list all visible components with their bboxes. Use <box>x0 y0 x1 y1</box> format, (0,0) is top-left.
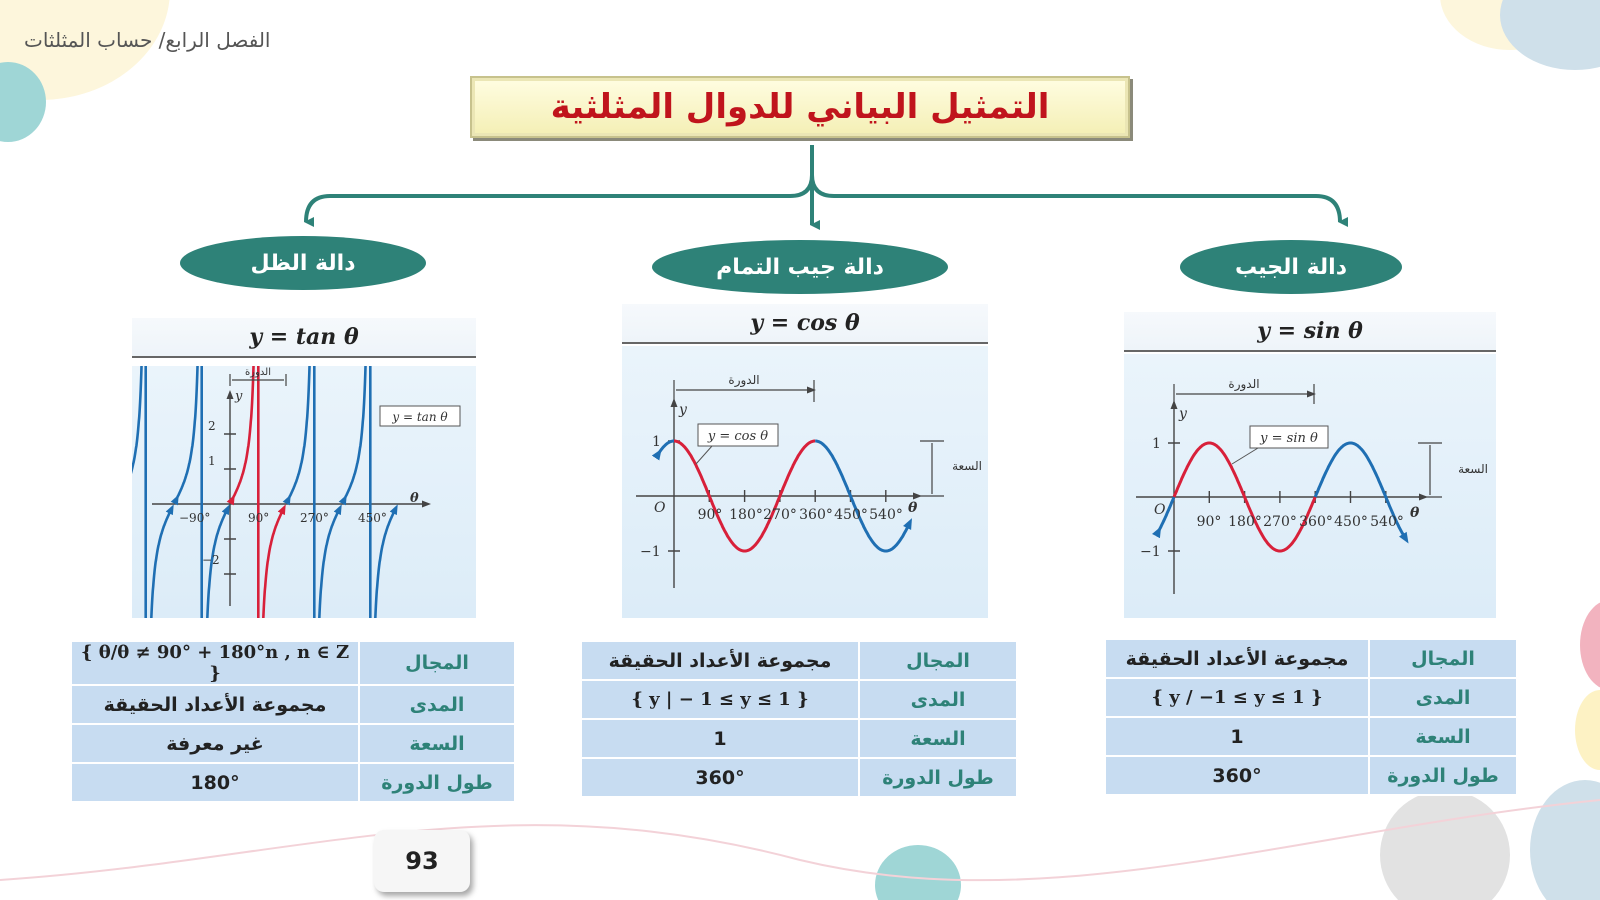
sin-range-value: { y / −1 ≤ y ≤ 1 } <box>1105 678 1369 717</box>
table-row <box>581 719 1017 758</box>
cos-x-tick-6: 540° <box>869 507 903 523</box>
tan-x-tick-1: −90° <box>179 511 211 525</box>
tan-range-label: المدى <box>359 685 515 724</box>
table-row <box>581 680 1017 719</box>
tan-legend <box>380 406 460 426</box>
tan-branch-1 <box>132 366 172 618</box>
cos-domain-label: المجال <box>859 641 1017 680</box>
cos-range-label: المدى <box>859 680 1017 719</box>
sin-domain-value: مجموعة الأعداد الحقيقة <box>1105 639 1369 678</box>
sin-legend <box>1232 426 1328 464</box>
cos-period-label: الدورة <box>728 373 760 387</box>
sin-x-tick-2: 180° <box>1228 514 1262 530</box>
graph-sin <box>1124 354 1496 618</box>
cos-amplitude-value: 1 <box>581 719 859 758</box>
sin-x-tick-1: 90° <box>1196 514 1222 530</box>
tan-domain-label: المجال <box>359 641 515 685</box>
graph-tan <box>132 366 476 618</box>
sin-x-tick-4: 360° <box>1299 514 1333 530</box>
graph-sin-svg <box>1124 354 1496 618</box>
sin-axis-y-label: y <box>1179 406 1187 422</box>
sin-origin-label: O <box>1154 502 1166 518</box>
sin-domain-label: المجال <box>1369 639 1517 678</box>
tan-x-tick-3: 270° <box>300 511 329 525</box>
tan-range-value: مجموعة الأعداد الحقيقة <box>71 685 359 724</box>
table-row <box>71 724 515 763</box>
sin-y-tick-2: −1 <box>1140 544 1161 560</box>
table-sin <box>1104 638 1518 796</box>
sin-amplitude-label-cell: السعة <box>1369 717 1517 756</box>
table-row <box>1105 678 1517 717</box>
tan-y-tick-2: 1 <box>208 454 216 468</box>
page-title: التمثيل البياني للدوال المثلثية <box>550 87 1050 127</box>
cos-period-length-label: طول الدورة <box>859 758 1017 797</box>
tan-x-tick-2: 90° <box>248 511 270 525</box>
table-row <box>1105 717 1517 756</box>
cos-x-tick-2: 180° <box>729 507 763 523</box>
tan-period-length-value: 180° <box>71 763 359 802</box>
cos-legend <box>696 424 778 464</box>
tan-branch-5 <box>345 366 396 618</box>
table-row <box>1105 639 1517 678</box>
cos-amplitude-marker <box>920 441 982 496</box>
sin-x-tick-5: 450° <box>1334 514 1368 530</box>
graph-cos-svg <box>622 346 988 618</box>
table-row <box>581 758 1017 797</box>
graph-tan-svg <box>132 366 476 618</box>
tan-y-tick-3: −2 <box>202 553 220 567</box>
tan-axis-y-label: y <box>235 389 243 404</box>
sin-x-tick-6: 540° <box>1370 514 1404 530</box>
sin-amplitude-value: 1 <box>1105 717 1369 756</box>
tan-curves <box>132 366 396 618</box>
sin-axis-x-label: θ <box>1410 505 1420 521</box>
table-row <box>581 641 1017 680</box>
sin-amplitude-label: السعة <box>1458 462 1488 476</box>
tan-branch-4 <box>289 366 340 618</box>
tan-x-tick-4: 450° <box>358 511 387 525</box>
cos-amplitude-label-cell: السعة <box>859 719 1017 758</box>
graph-cos <box>622 346 988 618</box>
sin-x-tick-3: 270° <box>1263 514 1297 530</box>
cos-x-tick-1: 90° <box>697 507 723 523</box>
table-row <box>71 685 515 724</box>
cos-y-tick-2: −1 <box>640 544 661 560</box>
page-number: 93 <box>374 830 470 892</box>
cos-x-tick-4: 360° <box>799 507 833 523</box>
formula-cos: y = cos θ <box>622 304 988 344</box>
cos-domain-value: مجموعة الأعداد الحقيقة <box>581 641 859 680</box>
cos-x-tick-3: 270° <box>763 507 797 523</box>
table-row <box>71 641 515 685</box>
tan-y-tick-1: 2 <box>208 419 216 433</box>
cos-legend-label: y = cos θ <box>707 429 769 444</box>
cos-axis-x-label: θ <box>908 500 918 516</box>
sin-range-label: المدى <box>1369 678 1517 717</box>
sin-period-length-label: طول الدورة <box>1369 756 1517 795</box>
tan-axis-x-label: θ <box>410 491 419 506</box>
sin-period-length-value: 360° <box>1105 756 1369 795</box>
sin-period-label: الدورة <box>1228 377 1260 391</box>
formula-tan: y = tan θ <box>132 318 476 358</box>
cos-origin-label: O <box>654 500 666 516</box>
tan-domain-value: { θ/θ ≠ 90° + 180°n , n ∈ Z } <box>71 641 359 685</box>
tan-amplitude-value: غير معرفة <box>71 724 359 763</box>
tan-amplitude-label: السعة <box>359 724 515 763</box>
table-tan <box>70 640 516 803</box>
tan-period-label: الدورة <box>245 367 271 378</box>
heading-sin: دالة الجيب <box>1180 240 1402 294</box>
breadcrumb: الفصل الرابع/ حساب المثلثات <box>24 28 271 52</box>
heading-tan: دالة الظل <box>180 236 426 290</box>
cos-y-tick-1: 1 <box>652 434 661 450</box>
table-row <box>71 763 515 802</box>
tan-period-length-label: طول الدورة <box>359 763 515 802</box>
heading-cos: دالة جيب التمام <box>652 240 948 294</box>
sin-y-tick-1: 1 <box>1152 436 1161 452</box>
cos-amplitude-label: السعة <box>952 459 982 473</box>
tan-legend-label: y = tan θ <box>392 410 448 424</box>
cos-period-length-value: 360° <box>581 758 859 797</box>
sin-amplitude-marker <box>1418 443 1488 497</box>
cos-axis-y-label: y <box>679 402 687 418</box>
cos-range-value: { y | − 1 ≤ y ≤ 1 } <box>581 680 859 719</box>
formula-sin: y = sin θ <box>1124 312 1496 352</box>
cos-x-tick-5: 450° <box>834 507 868 523</box>
tan-branch-2 <box>177 366 228 618</box>
table-cos <box>580 640 1018 798</box>
table-row <box>1105 756 1517 795</box>
sin-period-marker <box>1174 377 1314 404</box>
sin-legend-label: y = sin θ <box>1260 431 1318 446</box>
cos-period-marker <box>674 373 814 402</box>
